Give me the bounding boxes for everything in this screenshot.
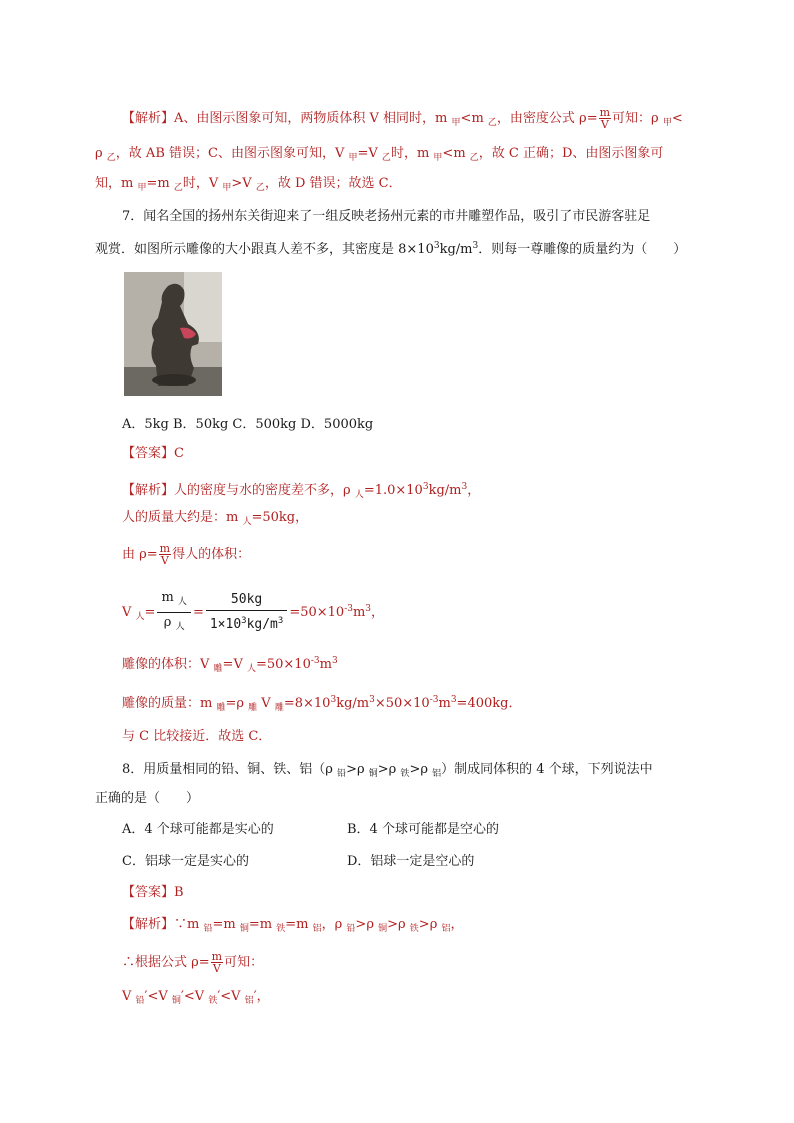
- q7-options: A．5kg B．50kg C．500kg D．5000kg: [122, 417, 374, 432]
- q6-analysis-line-2: ρ $_乙$，故 AB 错误；C、由图示图象可知，V $_甲$=V $_乙$时，m $_甲$<m $_乙$，故 C 正确；D、由图示图象可: [95, 146, 664, 163]
- q7-statue-volume: 雕像的体积：V $_雕$=V $_人=50\times 10^{-3}m^3$: [122, 656, 338, 674]
- q8-analysis-line-3: V $_铅$′<V $_铜$′<V $_铁$′<V $_铝$′，: [122, 989, 270, 1006]
- statue-image: [124, 272, 222, 396]
- q8-option-c: C．铝球一定是实心的: [122, 854, 249, 869]
- density-formula-fraction: $\frac{m}{V}$: [159, 542, 171, 567]
- q8-answer: 【答案】B: [122, 885, 184, 900]
- q8-stem-line-1: 8．用质量相同的铅、铜、铁、铝（ρ $_铅$>ρ $_铜$>ρ $_铁$>ρ $_铝$）制成同体积的 4 个球，下列说法中: [122, 762, 653, 779]
- q8-analysis-line-2: ∴根据公式 ρ= $\frac{m}{V}$ 可知：: [122, 950, 264, 975]
- q8-option-a: A．4 个球可能都是实心的: [122, 822, 274, 837]
- q8-option-d: D．铝球一定是空心的: [347, 854, 475, 869]
- q8-option-b: B．4 个球可能都是空心的: [347, 822, 499, 837]
- q7-analysis-line-3: 由 ρ= $\frac{m}{V}$ 得人的体积：: [122, 542, 251, 567]
- statue-photo: [124, 272, 222, 396]
- mass-over-density-fraction: $\frac{m _人}{\rho _人}$: [157, 588, 190, 637]
- q7-analysis-line-2: 人的质量大约是：m $_人$=50kg，: [122, 510, 309, 527]
- density-formula-fraction: $\frac{m}{V}$: [211, 950, 223, 975]
- q8-analysis-line-1: 【解析】∵m $_铅$=m $_铜$=m $_铁$=m $_铝$，ρ $_铅$>ρ $_铜$>ρ $_铁$>ρ $_铝$，: [122, 917, 464, 934]
- q6-analysis-line-3: 知，m $_甲$=m $_乙$时，V $_甲$>V $_乙$，故 D 错误；故选 C．: [95, 176, 402, 193]
- q7-statue-mass: 雕像的质量：m $_雕$=ρ $_雕$ V $_雕=8\times 10^3kg/m^3\times 50\times 10^{-3}m^3=400kg$．: [122, 695, 522, 713]
- q8-stem-line-2: 正确的是（ ）: [95, 791, 200, 806]
- q7-volume-equation: V $_人$= $\frac{m _人}{\rho _人}$ = $\frac{50kg}{1\times 10^3kg/m^3}$ $=50\times 10^{-3}m^3$，: [122, 588, 384, 637]
- q7-answer: 【答案】C: [122, 446, 184, 461]
- q7-conclusion: 与 C 比较接近．故选 C．: [122, 729, 272, 744]
- q7-stem-line-1: 7．闻名全国的扬州东关街迎来了一组反映老扬州元素的市井雕塑作品，吸引了市民游客驻足: [122, 209, 651, 224]
- q7-stem-line-2: 观赏．如图所示雕像的大小跟真人差不多，其密度是 $8\times 10^3kg/m^3$．则每一尊雕像的质量约为（ ）: [95, 241, 687, 257]
- density-formula-fraction: $\frac{m}{V}$: [599, 106, 611, 131]
- q6-analysis-line-1: 【解析】A、由图示图象可知，两物质体积 V 相同时，m $_甲$<m $_乙$，由密度公式 ρ= $\frac{m}{V}$ 可知：ρ $_甲$<: [122, 106, 683, 131]
- q7-analysis-line-1: 【解析】人的密度与水的密度差不多，ρ $_人=1.0\times 10^3kg/m^3$，: [122, 482, 481, 500]
- numeric-volume-fraction: $\frac{50kg}{1\times 10^3kg/m^3}$: [206, 590, 287, 635]
